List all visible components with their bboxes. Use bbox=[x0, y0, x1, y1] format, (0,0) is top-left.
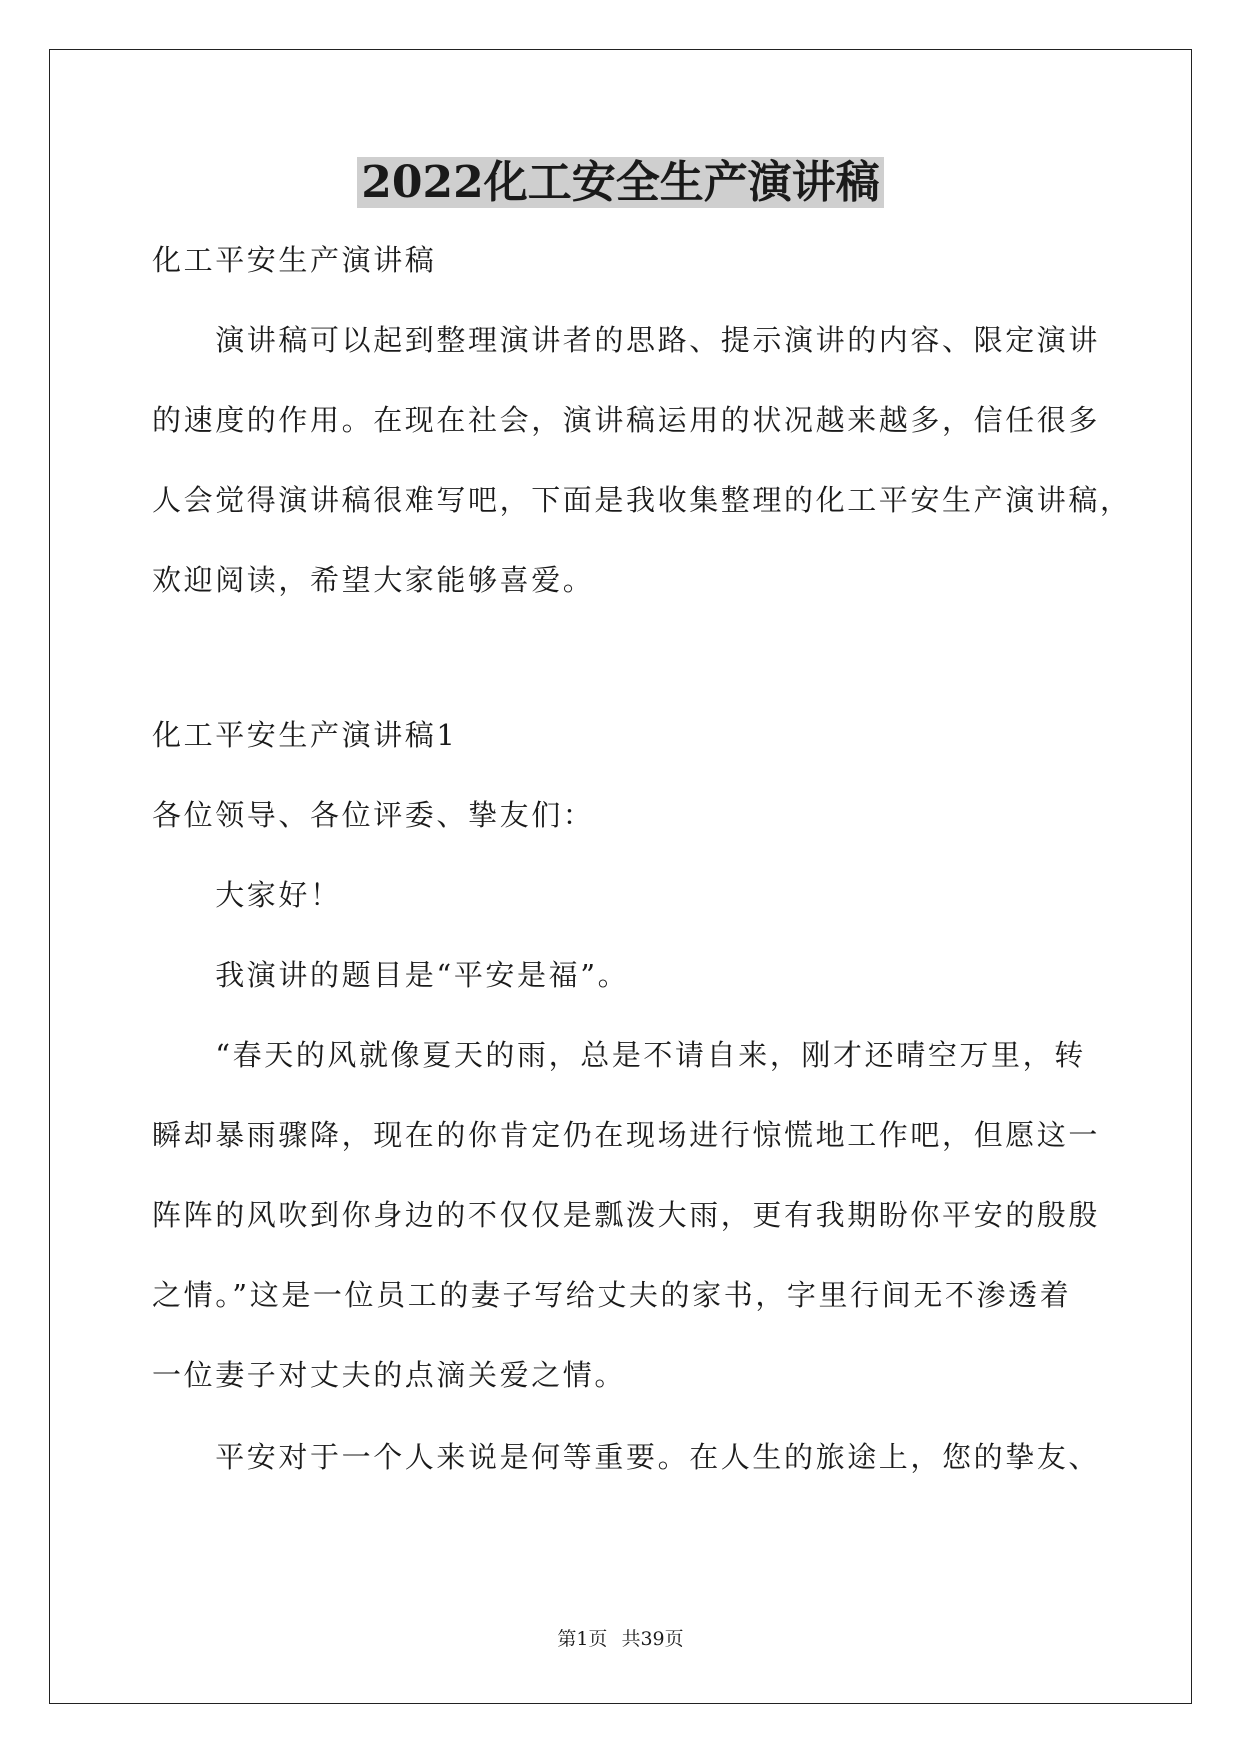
paragraph-line: 演讲稿可以起到整理演讲者的思路、提示演讲的内容、限定演讲 bbox=[152, 323, 1101, 357]
paragraph-line: “春天的风就像夏天的雨，总是不请自来，刚才还晴空万里，转 bbox=[152, 1038, 1086, 1072]
paragraph-line: 我演讲的题目是“平安是福”。 bbox=[152, 958, 630, 992]
page-footer bbox=[0, 1626, 1241, 1652]
salutation-line: 各位领导、各位评委、挚友们： bbox=[152, 798, 595, 832]
paragraph-line: 阵阵的风吹到你身边的不仅仅是瓢泼大雨，更有我期盼你平安的殷殷 bbox=[152, 1198, 1101, 1232]
paragraph-line: 一位妻子对丈夫的点滴关爱之情。 bbox=[152, 1358, 627, 1392]
subtitle-line: 化工平安生产演讲稿 bbox=[152, 243, 437, 277]
paragraph-line: 欢迎阅读，希望大家能够喜爱。 bbox=[152, 563, 595, 597]
greeting-line: 大家好！ bbox=[152, 878, 342, 912]
page-number: 第1页 bbox=[557, 1628, 608, 1650]
paragraph-line: 瞬却暴雨骤降，现在的你肯定仍在现场进行惊慌地工作吧，但愿这一 bbox=[152, 1118, 1101, 1152]
paragraph-line: 的速度的作用。在现在社会，演讲稿运用的状况越来越多，信任很多 bbox=[152, 403, 1101, 437]
paragraph-line: 之情。”这是一位员工的妻子写给丈夫的家书，字里行间无不渗透着 bbox=[152, 1278, 1072, 1312]
title-text: 2022化工安全生产演讲稿 bbox=[357, 157, 883, 208]
document-title bbox=[0, 152, 1241, 214]
section-heading: 化工平安生产演讲稿1 bbox=[152, 718, 458, 752]
paragraph-line: 人会觉得演讲稿很难写吧，下面是我收集整理的化工平安生产演讲稿， bbox=[152, 483, 1132, 517]
paragraph-line: 平安对于一个人来说是何等重要。在人生的旅途上，您的挚友、 bbox=[152, 1440, 1101, 1474]
page-total: 共39页 bbox=[621, 1628, 684, 1650]
